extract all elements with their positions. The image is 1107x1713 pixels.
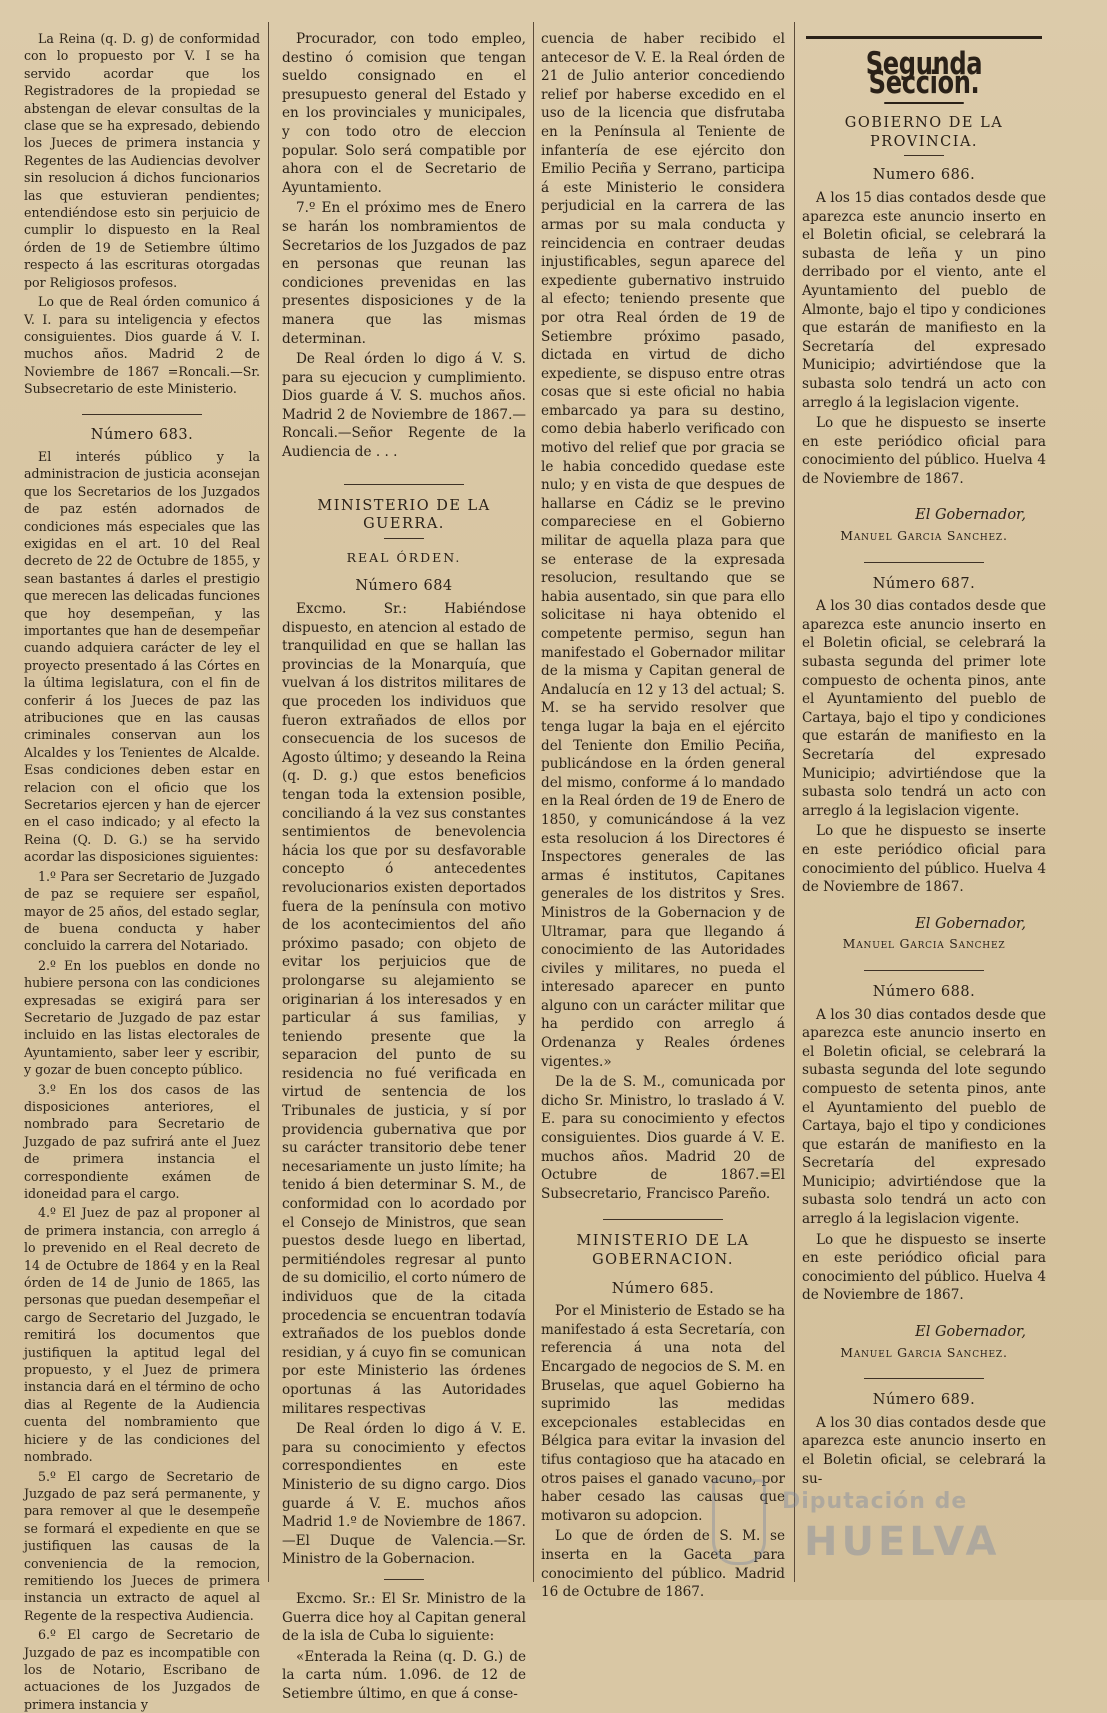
- government-heading: GOBIERNO DE LA PROVINCIA.: [844, 115, 1004, 150]
- notice-number-685: Número 685.: [611, 1280, 715, 1297]
- paragraph: Procurador, con todo empleo, destino ó comision que tengan sueldo consignado en el presupuesto general del Estado y en los provinciales y municipales, y con todo otro de eleccion popular. Solo será compatible por ahora con el de Secretario de Ayuntamiento.: [282, 31, 526, 196]
- watermark-line-2: HUELVA: [804, 1519, 1001, 1565]
- paragraph: A los 30 dias contados desde que aparezca este anuncio inserto en el Boletin oficial, se celebrará la subasta segunda del primer lote compuesto de ochenta pinos, ante el Ayuntamiento del pueblo de Cartaya, bajo el tipo y condiciones que estarán de manifiesto en la Secretaría del expresado Municipio; advirtiéndose que la subasta solo tendrá un acto con arreglo á la legislacion vigente.: [802, 598, 1046, 819]
- separator: [82, 414, 202, 415]
- paragraph: Lo que he dispuesto se inserte en este periódico oficial para conocimiento del público. Huelva 4 de Noviembre de 1867.: [802, 1231, 1046, 1304]
- ornament-rule: [884, 102, 964, 104]
- column-rule: [268, 22, 269, 1582]
- separator: [384, 538, 424, 539]
- crest-icon: [712, 1479, 766, 1565]
- paragraph: Lo que he dispuesto se inserte en este periódico oficial para conocimiento del público. Huelva 4 de Noviembre de 1867.: [802, 415, 1046, 487]
- paragraph: Excmo. Sr.: Habiéndose dispuesto, en atencion al estado de tranquilidad en que se hallan las provincias de la Monarquía, que vuelvan á los distritos militares de que proceden los individuos que fueron extrañados de ellos por consecuencia de los sucesos de Agosto último; y deseando la Reina (q. D. g.) que estos beneficios tengan toda la extension posible, conciliando á la vez sus constantes sentimientos de benevolencia hácia los que por su desfavorable concepto ó antecedentes revolucionarios existen deportados fuera de la península con motivo de los acontecimientos del año próximo pasado; con objeto de evitar los perjuicios que de prolongarse su alejamiento se originarian á los interesados y en particular á sus familias, y teniendo presente que la separacion del punto de su residencia no fué verificada en virtud de sentencia de los Tribunales de justicia, y sí por providencia gubernativa que por su carácter transitorio debe tener necesariamente un justo límite; ha tenido á bien determinar S. M., de conformidad con lo acordado por el Consejo de Ministros, que sean puestos desde luego en libertad, permitiéndoles regresar al punto de su domicilio, el corto número de individuos que de la citada procedencia se encuentran todavía extrañados de los pueblos donde residian, y á cuyo fin se comunican por este Ministerio las órdenes oportunas á las Autoridades militares respectivas: [282, 601, 526, 1417]
- signature-name: Manuel Garcia Sanchez.: [840, 1344, 1008, 1360]
- column-rule: [533, 22, 534, 1582]
- signature-title: El Gobernador,: [915, 1324, 1026, 1341]
- notice-number-686: Numero 686.: [872, 167, 976, 184]
- paragraph: «Enterada la Reina (q. D. G.) de la carta núm. 1.096. de 12 de Setiembre último, en que á conse-: [282, 1648, 526, 1702]
- notice-number-689: Número 689.: [872, 1392, 976, 1409]
- separator: [864, 562, 984, 563]
- paragraph: El interés público y la administracion de justicia aconsejan que los Secretarios de los Juzgados de paz estén adornados de condiciones más especiales que las exigidas en el art. 10 del Real decreto de 22 de Octubre de 1855, y sean bastantes á darles el prestigio que merecen las delicadas funciones que hoy desempeñan, y las importantes que han de desempeñar cuando adquiera carácter de ley el proyecto presentado á las Córtes en la última legislatura, con el fin de conferir á los Jueces de paz las atribuciones que en las causas criminales conservan aun los Alcaldes y los Tenientes de Alcalde. Esas condiciones deben estar en relacion con el oficio que los Secretarios ejercen y han de ejercer en el caso indicado; y al efecto la Reina (Q. D. G.) se ha servido acordar las disposiciones siguientes:: [24, 448, 260, 865]
- separator: [344, 484, 464, 485]
- paragraph: 4.º El Juez de paz al proponer al de primera instancia, con arreglo á lo prevenido en el Real decreto de 14 de Octubre de 1864 y en la Real órden de 14 de Junio de 1865, las personas que puedan desempeñar el cargo de Secretario del Juzgado, le remitirá los documentos que justifiquen la aptitud legal del propuesto, y el Juez de primera instancia dará en el término de ocho dias al Regente de la Audiencia cuenta del nombramiento que hiciere y de las condiciones del nombrado.: [24, 1205, 260, 1465]
- paragraph: Por el Ministerio de Estado se ha manifestado á esta Secretaría, con referencia á una nota del Encargado de negocios de S. M. en Bruselas, que aquel Gobierno ha suprimido las medidas excepcionales establecidas en Bélgica para evitar la invasion del tifus contagioso que ha atacado en otros paises el ganado vacuno, por haber cesado las causas que motivaron su adopcion.: [541, 1303, 785, 1524]
- paragraph: 6.º El cargo de Secretario de Juzgado de paz es incompatible con los de Notario, Escribano de actuaciones de los Juzgados de primera instancia y: [24, 1627, 260, 1712]
- column-2: [282, 30, 526, 1702]
- section-subheading: REAL ÓRDEN.: [346, 549, 462, 565]
- notice-number-688: Número 688.: [872, 983, 976, 1000]
- column-3: [541, 30, 785, 1601]
- separator: [603, 1219, 723, 1220]
- notice-number-687: Número 687.: [872, 575, 976, 592]
- section-title: Segunda Seccion.: [865, 46, 983, 101]
- paragraph: 2.º En los pueblos en donde no hubiere persona con las condiciones expresadas se exigirá para ser Secretario de Juzgado de paz estar incluido en las listas electorales de Ayuntamiento, saber leer y escribir, y gozar de buen concepto público.: [24, 957, 260, 1078]
- watermark: [712, 1475, 1092, 1575]
- paragraph: Lo que de Real órden comunico á V. I. para su inteligencia y efectos consiguientes. Dios guarde á V. I. muchos años. Madrid 2 de Noviembre de 1867 =Roncali.—Sr. Subsecretario de este Ministerio.: [24, 294, 260, 397]
- paragraph: 7.º En el próximo mes de Enero se harán los nombramientos de Secretarios de los Juzgados de paz en personas que reunan las condiciones prevenidas en las presentes disposiciones y de la manera que las mismas determinan.: [282, 200, 526, 347]
- paragraph: 1.º Para ser Secretario de Juzgado de paz se requiere ser español, mayor de 25 años, del estado seglar, de buena conducta y haber concluido la carrera del Notariado.: [24, 868, 260, 954]
- column-1: [24, 30, 260, 1712]
- paragraph: Excmo. Sr.: El Sr. Ministro de la Guerra dice hoy al Capitan general de la isla de Cuba lo siguiente:: [282, 1590, 526, 1645]
- ministry-heading: MINISTERIO DE LA GOBERNACION.: [576, 1233, 750, 1268]
- column-4: [802, 30, 1046, 1590]
- paragraph: 3.º En los dos casos de las disposiciones anteriores, el nombrado para Secretario de Juzgado de paz sufrirá ante el Juez de primera instancia el correspondiente exámen de idoneidad para el cargo.: [24, 1081, 260, 1201]
- watermark-line-1: Diputación de: [782, 1489, 968, 1514]
- notice-number-683: Número 683.: [90, 426, 194, 443]
- signature-name: Manuel Garcia Sanchez.: [840, 528, 1008, 544]
- paragraph: De Real órden lo digo á V. S. para su ejecucion y cumplimiento. Dios guarde á V. S. muchos años. Madrid 2 de Noviembre de 1867.—Roncali.—Señor Regente de la Audiencia de . . .: [282, 351, 526, 461]
- paragraph: cuencia de haber recibido el antecesor de V. E. la Real órden de 21 de Julio anterior concediendo relief por haberse excedido en el uso de la licencia que disfrutaba en la Península al Teniente de infantería de ese ejército don Emilio Peciña y Serrano, participa á este Ministerio le considera perjudicial en la carrera de las armas por su mala conducta y reincidencia en contraer deudas injustificables, segun aparece del expediente gubernativo instruido al efecto; teniendo presente que por otra Real órden de 19 de Setiembre próximo pasado, dictada en virtud de dicho expediente, se dispuso entre otras cosas que si este oficial no habia embarcado ya para su destino, como debia haberlo verificado con motivo del relief que por gracia se le habia concedido quedase este nulo; y en vista de que despues de hallarse en Cádiz se le previno compareciese en el Gobierno militar de aquella plaza para que se enterase de la expresada resolucion, resultando que se habia ausentado, sin que para ello solicitase ni haya obtenido el competente permiso, segun han manifestado el Gobernador militar de la misma y Capitan general de Andalucía en 12 y 13 del actual; S. M. se ha servido resolver que tenga lugar la baja en el ejército del Teniente don Emilio Peciña, publicándose en la órden general del mismo, conforme á lo mandado en la Real órden de 19 de Enero de 1850, y comunicándose á la vez esta resolucion á los Directores é Inspectores generales de las armas é institutos, Capitanes generales de los distritos y Sres. Ministros de la Gobernacion y de Ultramar, para que llegando á conocimiento de las Autoridades civiles y militares, no pueda el interesado aparecer en punto alguno con un carácter militar que ha perdido con arreglo á Ordenanza y Reales órdenes vigentes.»: [541, 31, 785, 1070]
- signature-title: El Gobernador,: [915, 507, 1026, 524]
- notice-number-684: Número 684: [355, 578, 453, 595]
- separator: [864, 1378, 984, 1379]
- ministry-heading: MINISTERIO DE LA GUERRA.: [317, 497, 491, 533]
- paragraph: La Reina (q. D. g) de conformidad con lo propuesto por V. I se ha servido acordar que los Registradores de la propiedad se abstengan de elevar consultas de la clase que se ha expresado, debiendo los Jueces de primera instancia y Regentes de las Audiencias devolver sin resolucion á dichos funcionarios las que estuvieran pendientes; entendiéndose esto sin perjuicio de cumplir lo dispuesto en la Real órden de 19 de Setiembre último respecto á las escrituras otorgadas por Religiosos profesos.: [24, 31, 260, 290]
- paragraph: A los 15 dias contados desde que aparezca este anuncio inserto en el Boletin oficial, se celebrará la subasta de leña y un pino derribado por el viento, ante el Ayuntamiento del pueblo de Almonte, bajo el tipo y condiciones que estarán de manifiesto en la Secretaría del expresado Municipio; advirtiéndose que la subasta solo tendrá un acto con arreglo á la legislacion vigente.: [802, 189, 1046, 411]
- paragraph: Lo que de órden de S. M. se inserta en la Gaceta para conocimiento del público. Madrid 16 de Octubre de 1867.: [541, 1528, 785, 1601]
- column-rule: [794, 22, 795, 1582]
- top-rule: [806, 36, 1042, 39]
- paragraph: Lo que he dispuesto se inserte en este periódico oficial para conocimiento del público. Huelva 4 de Noviembre de 1867.: [802, 823, 1046, 896]
- paragraph: A los 30 dias contados desde que aparezca este anuncio inserto en el Boletin oficial, se celebrará la subasta segunda del lote segundo compuesto de setenta pinos, ante el Ayuntamiento del pueblo de Cartaya, bajo el tipo y condiciones que estarán de manifiesto en la Secretaría del expresado Municipio; advirtiéndose que la subasta solo tendrá un acto con arreglo á la legislacion vigente.: [802, 1006, 1046, 1228]
- separator: [904, 155, 944, 156]
- paragraph: De Real órden lo digo á V. E. para su conocimiento y efectos correspondientes en este Ministerio de su digno cargo. Dios guarde á V. E. muchos años Madrid 1.º de Noviembre de 1867.—El Duque de Valencia.—Sr. Ministro de la Gobernacion.: [282, 1421, 526, 1568]
- separator: [384, 1579, 424, 1580]
- signature-title: El Gobernador,: [915, 915, 1026, 932]
- paragraph: De la de S. M., comunicada por dicho Sr. Ministro, lo traslado á V. E. para su conocimiento y efectos consiguientes. Dios guarde á V. E. muchos años. Madrid 20 de Octubre de 1867.=El Subsecretario, Francisco Pareño.: [541, 1074, 785, 1202]
- paragraph: 5.º El cargo de Secretario de Juzgado de paz será permanente, y para remover al que le desempeñe se formará el expediente en que se justifiquen las causas de la conveniencia de la remocion, remitiendo los Jueces de primera instancia un extracto de aquel al Regente de la respectiva Audiencia.: [24, 1468, 260, 1623]
- separator: [864, 970, 984, 971]
- signature-name: Manuel Garcia Sanchez: [842, 936, 1006, 952]
- paragraph: A los 30 dias contados desde que aparezca este anuncio inserto en el Boletin oficial, se celebrará la su-: [802, 1414, 1046, 1487]
